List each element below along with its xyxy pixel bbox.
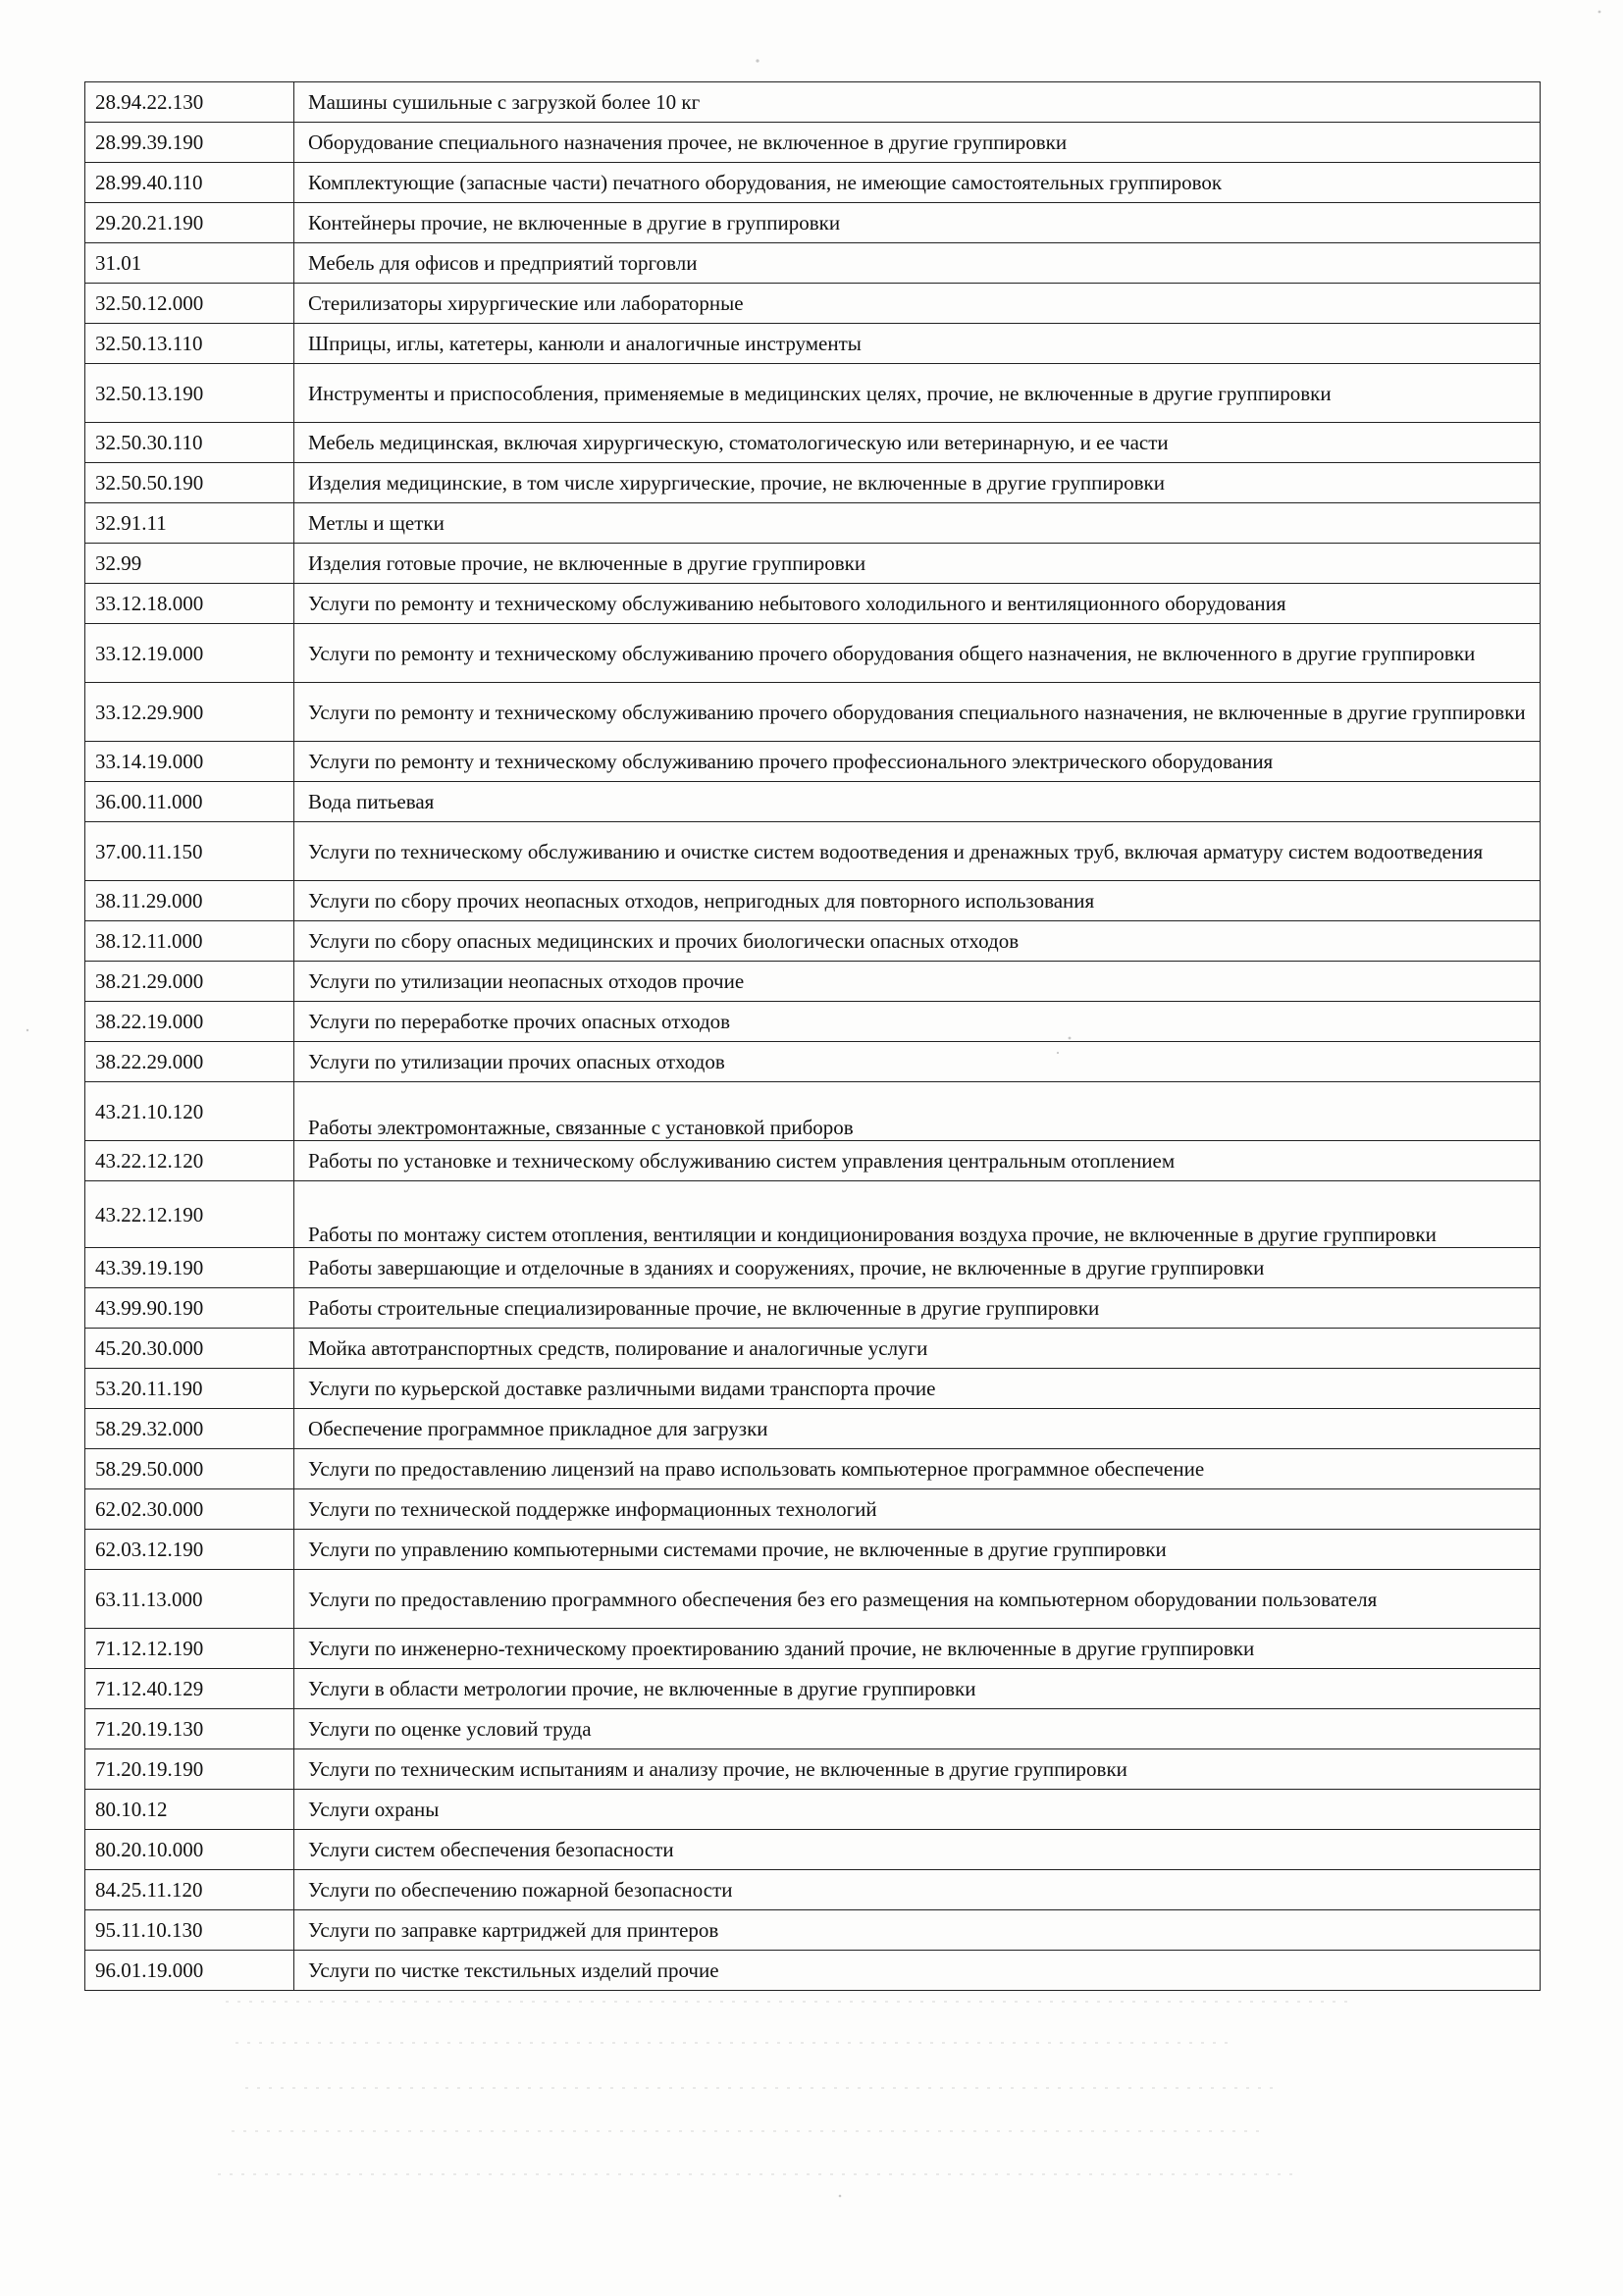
- table-row: [85, 822, 1541, 881]
- code-cell: 43.22.12.120: [85, 1141, 294, 1181]
- name-cell: Услуги по обеспечению пожарной безопасности: [294, 1870, 1541, 1910]
- code-cell: 96.01.19.000: [85, 1951, 294, 1991]
- name-cell: Изделия готовые прочие, не включенные в другие группировки: [294, 544, 1541, 584]
- name-cell: Услуги по чистке текстильных изделий прочие: [294, 1951, 1541, 1991]
- name-cell: Услуги по техническим испытаниям и анализу прочие, не включенные в другие группировки: [294, 1749, 1541, 1790]
- table-row: [85, 1141, 1541, 1181]
- name-cell: Услуги по заправке картриджей для принтеров: [294, 1910, 1541, 1951]
- name-cell: Услуги по технической поддержке информационных технологий: [294, 1489, 1541, 1530]
- table-row: [85, 82, 1541, 123]
- name-cell: Изделия медицинские, в том числе хирургические, прочие, не включенные в другие группировки: [294, 463, 1541, 503]
- table-row: [85, 584, 1541, 624]
- name-cell: Услуги по управлению компьютерными системами прочие, не включенные в другие группировки: [294, 1530, 1541, 1570]
- table-row: [85, 1002, 1541, 1042]
- table-row: [85, 243, 1541, 284]
- code-cell: 58.29.32.000: [85, 1409, 294, 1449]
- code-cell: 33.12.18.000: [85, 584, 294, 624]
- code-cell: 28.99.39.190: [85, 123, 294, 163]
- name-cell: Работы по монтажу систем отопления, вентиляции и кондиционирования воздуха прочие, не включенные в другие группировки: [294, 1181, 1541, 1248]
- code-cell: 29.20.21.190: [85, 203, 294, 243]
- code-cell: 37.00.11.150: [85, 822, 294, 881]
- code-cell: 32.50.30.110: [85, 423, 294, 463]
- table-row: [85, 624, 1541, 683]
- name-cell: Услуги по утилизации прочих опасных отходов: [294, 1042, 1541, 1082]
- table-row: [85, 423, 1541, 463]
- name-cell: Услуги по предоставлению программного обеспечения без его размещения на компьютерном оборудовании пользователя: [294, 1570, 1541, 1629]
- code-cell: 33.12.19.000: [85, 624, 294, 683]
- name-cell: Работы электромонтажные, связанные с установкой приборов: [294, 1082, 1541, 1141]
- code-cell: 28.94.22.130: [85, 82, 294, 123]
- code-cell: 43.39.19.190: [85, 1248, 294, 1288]
- code-cell: 71.20.19.190: [85, 1749, 294, 1790]
- name-cell: Метлы и щетки: [294, 503, 1541, 544]
- table-row: [85, 284, 1541, 324]
- code-cell: 80.10.12: [85, 1790, 294, 1830]
- code-cell: 38.21.29.000: [85, 962, 294, 1002]
- table-row: [85, 1042, 1541, 1082]
- name-cell: Инструменты и приспособления, применяемые в медицинских целях, прочие, не включенные в другие группировки: [294, 364, 1541, 423]
- table-row: [85, 123, 1541, 163]
- name-cell: Услуги по инженерно-техническому проектированию зданий прочие, не включенные в другие группировки: [294, 1629, 1541, 1669]
- code-cell: 80.20.10.000: [85, 1830, 294, 1870]
- name-cell: Работы по установке и техническому обслуживанию систем управления центральным отоплением: [294, 1141, 1541, 1181]
- name-cell: Мебель медицинская, включая хирургическую, стоматологическую или ветеринарную, и ее части: [294, 423, 1541, 463]
- name-cell: Комплектующие (запасные части) печатного оборудования, не имеющие самостоятельных группировок: [294, 163, 1541, 203]
- table-row: [85, 1951, 1541, 1991]
- code-cell: 31.01: [85, 243, 294, 284]
- code-cell: 28.99.40.110: [85, 163, 294, 203]
- code-cell: 53.20.11.190: [85, 1369, 294, 1409]
- code-cell: 38.22.29.000: [85, 1042, 294, 1082]
- code-cell: 71.12.40.129: [85, 1669, 294, 1709]
- code-cell: 95.11.10.130: [85, 1910, 294, 1951]
- table-row: [85, 1082, 1541, 1141]
- code-cell: 43.99.90.190: [85, 1288, 294, 1329]
- table-row: [85, 962, 1541, 1002]
- code-cell: 38.22.19.000: [85, 1002, 294, 1042]
- code-cell: 32.50.50.190: [85, 463, 294, 503]
- name-cell: Услуги по курьерской доставке различными видами транспорта прочие: [294, 1369, 1541, 1409]
- code-cell: 84.25.11.120: [85, 1870, 294, 1910]
- table-row: [85, 1570, 1541, 1629]
- table-row: [85, 1489, 1541, 1530]
- table-row: [85, 1329, 1541, 1369]
- code-cell: 58.29.50.000: [85, 1449, 294, 1489]
- code-cell: 71.12.12.190: [85, 1629, 294, 1669]
- code-cell: 38.12.11.000: [85, 921, 294, 962]
- code-cell: 32.91.11: [85, 503, 294, 544]
- name-cell: Услуги охраны: [294, 1790, 1541, 1830]
- code-cell: 32.99: [85, 544, 294, 584]
- table-row: [85, 203, 1541, 243]
- code-cell: 63.11.13.000: [85, 1570, 294, 1629]
- code-cell: 36.00.11.000: [85, 782, 294, 822]
- table-row: [85, 742, 1541, 782]
- code-cell: 33.12.29.900: [85, 683, 294, 742]
- name-cell: Обеспечение программное прикладное для загрузки: [294, 1409, 1541, 1449]
- name-cell: Услуги систем обеспечения безопасности: [294, 1830, 1541, 1870]
- table-row: [85, 544, 1541, 584]
- name-cell: Стерилизаторы хирургические или лабораторные: [294, 284, 1541, 324]
- name-cell: Услуги по сбору прочих неопасных отходов, непригодных для повторного использования: [294, 881, 1541, 921]
- name-cell: Услуги по предоставлению лицензий на право использовать компьютерное программное обеспечение: [294, 1449, 1541, 1489]
- name-cell: Мойка автотранспортных средств, полирование и аналогичные услуги: [294, 1329, 1541, 1369]
- name-cell: Услуги по ремонту и техническому обслуживанию прочего профессионального электрического оборудования: [294, 742, 1541, 782]
- code-cell: 43.21.10.120: [85, 1082, 294, 1141]
- table-row: [85, 1709, 1541, 1749]
- table-row: [85, 1449, 1541, 1489]
- name-cell: Услуги по оценке условий труда: [294, 1709, 1541, 1749]
- classification-table: [84, 81, 1541, 1991]
- code-cell: 32.50.13.190: [85, 364, 294, 423]
- name-cell: Машины сушильные с загрузкой более 10 кг: [294, 82, 1541, 123]
- table-row: [85, 881, 1541, 921]
- table-row: [85, 1530, 1541, 1570]
- name-cell: Шприцы, иглы, катетеры, канюли и аналогичные инструменты: [294, 324, 1541, 364]
- table-row: [85, 1409, 1541, 1449]
- name-cell: Оборудование специального назначения прочее, не включенное в другие группировки: [294, 123, 1541, 163]
- name-cell: Услуги по переработке прочих опасных отходов: [294, 1002, 1541, 1042]
- name-cell: Услуги по техническому обслуживанию и очистке систем водоотведения и дренажных труб, включая арматуру систем водоотведения: [294, 822, 1541, 881]
- code-cell: 43.22.12.190: [85, 1181, 294, 1248]
- name-cell: Мебель для офисов и предприятий торговли: [294, 243, 1541, 284]
- table-row: [85, 782, 1541, 822]
- name-cell: Работы завершающие и отделочные в зданиях и сооружениях, прочие, не включенные в другие группировки: [294, 1248, 1541, 1288]
- table-row: [85, 1369, 1541, 1409]
- table-row: [85, 1830, 1541, 1870]
- table-row: [85, 1870, 1541, 1910]
- code-cell: 32.50.12.000: [85, 284, 294, 324]
- table-row: [85, 503, 1541, 544]
- code-cell: 32.50.13.110: [85, 324, 294, 364]
- code-cell: 62.02.30.000: [85, 1489, 294, 1530]
- table-row: [85, 1629, 1541, 1669]
- name-cell: Контейнеры прочие, не включенные в другие в группировки: [294, 203, 1541, 243]
- name-cell: Услуги по ремонту и техническому обслуживанию небытового холодильного и вентиляционного оборудования: [294, 584, 1541, 624]
- table-row: [85, 364, 1541, 423]
- name-cell: Услуги по ремонту и техническому обслуживанию прочего оборудования общего назначения, не включенного в другие группировки: [294, 624, 1541, 683]
- table-row: [85, 1248, 1541, 1288]
- table-row: [85, 324, 1541, 364]
- table-row: [85, 1288, 1541, 1329]
- table-row: [85, 163, 1541, 203]
- name-cell: Работы строительные специализированные прочие, не включенные в другие группировки: [294, 1288, 1541, 1329]
- code-cell: 38.11.29.000: [85, 881, 294, 921]
- table-row: [85, 683, 1541, 742]
- table-row: [85, 921, 1541, 962]
- name-cell: Услуги по сбору опасных медицинских и прочих биологически опасных отходов: [294, 921, 1541, 962]
- name-cell: Вода питьевая: [294, 782, 1541, 822]
- code-cell: 62.03.12.190: [85, 1530, 294, 1570]
- table-row: [85, 463, 1541, 503]
- code-cell: 71.20.19.130: [85, 1709, 294, 1749]
- code-cell: 45.20.30.000: [85, 1329, 294, 1369]
- table-row: [85, 1790, 1541, 1830]
- code-cell: 33.14.19.000: [85, 742, 294, 782]
- table-row: [85, 1910, 1541, 1951]
- name-cell: Услуги по ремонту и техническому обслуживанию прочего оборудования специального назначения, не включенные в другие группировки: [294, 683, 1541, 742]
- name-cell: Услуги в области метрологии прочие, не включенные в другие группировки: [294, 1669, 1541, 1709]
- table-row: [85, 1749, 1541, 1790]
- table-row: [85, 1181, 1541, 1248]
- table-row: [85, 1669, 1541, 1709]
- name-cell: Услуги по утилизации неопасных отходов прочие: [294, 962, 1541, 1002]
